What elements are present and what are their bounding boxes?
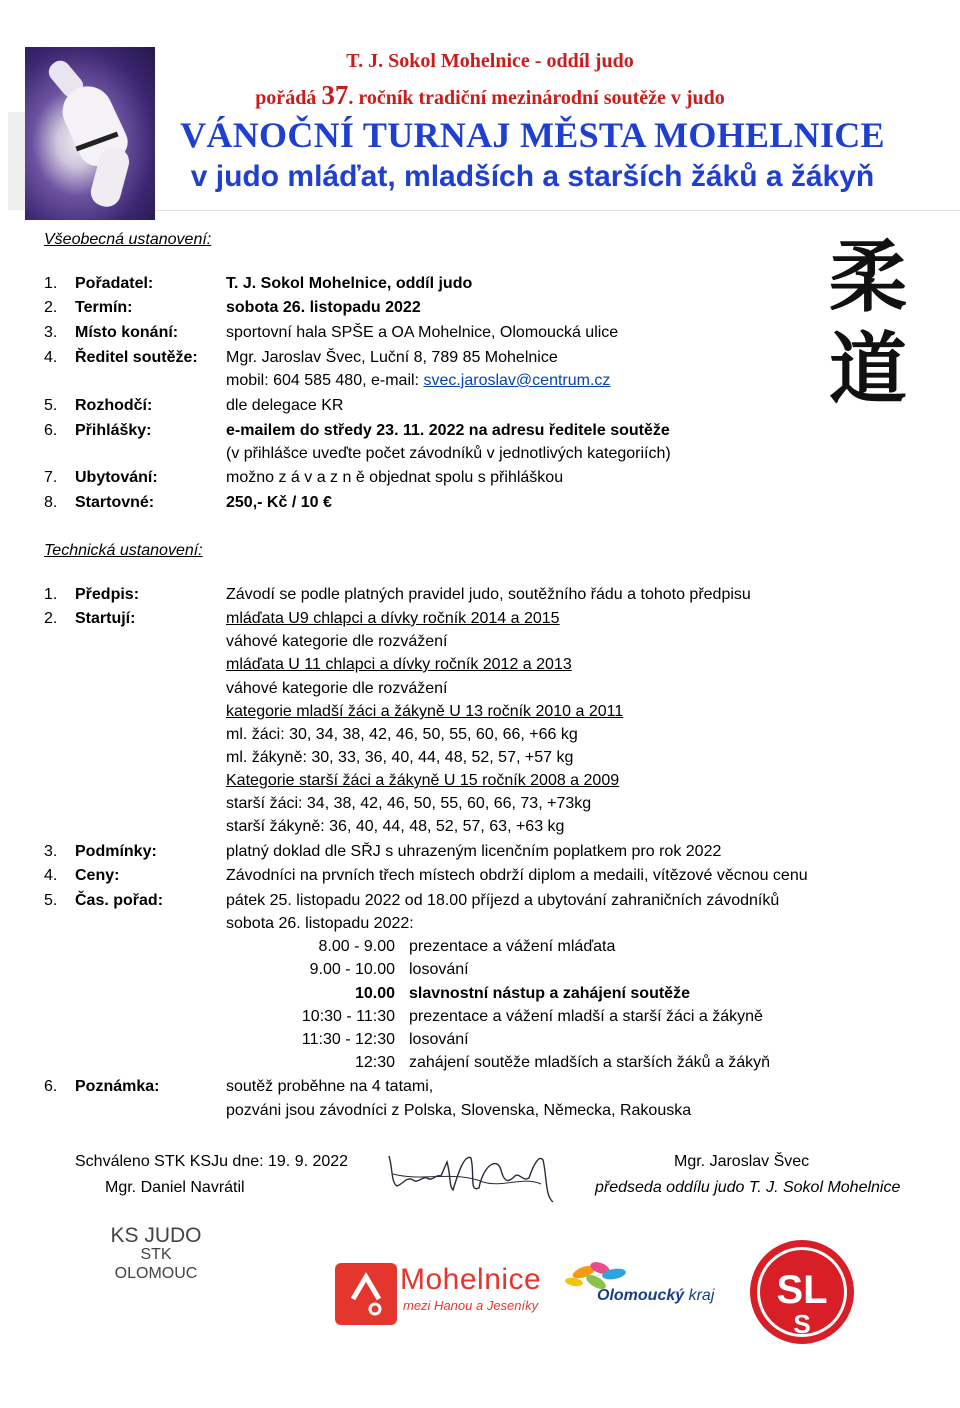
schedule-activity: losování: [409, 1031, 469, 1048]
registration-value: e-mailem do středy 23. 11. 2022 na adresu ředitele soutěže: [226, 422, 670, 439]
email-link[interactable]: svec.jaroslav@centrum.cz: [423, 372, 611, 389]
schedule-activity: prezentace a vážení mladší a starší žáci a žákyně: [409, 1008, 763, 1025]
entry-fee-label: Startovné:: [75, 494, 155, 511]
item-number: 2.: [44, 299, 58, 316]
schedule-label: Čas. pořad:: [75, 892, 164, 909]
ks-judo-logo: KS JUDO STK OLOMOUC: [110, 1224, 202, 1282]
director-role: předseda oddílu judo T. J. Sokol Mohelnice: [595, 1179, 901, 1196]
schedule-saturday: sobota 26. listopadu 2022:: [226, 915, 414, 932]
approval-text: Schváleno STK KSJu dne: 19. 9. 2022: [75, 1153, 349, 1170]
kanji-ju: 柔: [828, 232, 907, 323]
registration-note: (v přihlášce uveďte počet závodníků v jednotlivých kategoriích): [226, 445, 671, 462]
approver-name: Mgr. Daniel Navrátil: [105, 1179, 245, 1196]
item-number: 4.: [44, 349, 58, 366]
mohelnice-logo-icon: [335, 1263, 397, 1325]
olomoucky-kraj-logo: Olomoucký kraj: [597, 1287, 715, 1304]
accommodation-label: Ubytování:: [75, 469, 158, 486]
referees-value: dle delegace KR: [226, 397, 344, 414]
edition-heading: pořádá 37. ročník tradiční mezinárodní soutěže v judo: [255, 80, 725, 110]
item-number: 6.: [44, 1078, 58, 1095]
svg-text:SL: SL: [776, 1268, 828, 1312]
technical-heading: Technická ustanovení:: [44, 542, 203, 559]
category-weights: váhové kategorie dle rozvážení: [226, 633, 448, 650]
referees-label: Rozhodčí:: [75, 397, 153, 414]
date-label: Termín:: [75, 299, 133, 316]
tournament-subtitle: v judo mláďat, mladších a starších žáků a žákyň: [190, 160, 875, 193]
item-number: 1.: [44, 275, 58, 292]
item-number: 3.: [44, 324, 58, 341]
kanji-do: 道: [828, 324, 907, 415]
schedule-activity: slavnostní nástup a zahájení soutěže: [409, 985, 690, 1002]
director-contact: mobil: 604 585 480, e-mail: svec.jaroslav@centrum.cz: [226, 372, 611, 389]
schedule-time: 8.00 - 9.00: [318, 938, 395, 955]
prizes-value: Závodníci na prvních třech místech obdrží diplom a medaili, vítězové věcnou cenu: [226, 867, 808, 884]
mohelnice-logo-text: Mohelnice: [400, 1263, 542, 1296]
tournament-title: VÁNOČNÍ TURNAJ MĚSTA MOHELNICE: [180, 115, 885, 155]
category-weights: starší žákyně: 36, 40, 44, 48, 52, 57, 63, +63 kg: [226, 818, 565, 835]
item-number: 5.: [44, 892, 58, 909]
note-value-2: pozváni jsou závodníci z Polska, Slovenska, Německa, Rakouska: [226, 1102, 692, 1119]
date-value: sobota 26. listopadu 2022: [226, 299, 421, 316]
mohelnice-logo-subtitle: mezi Hanou a Jeseníky: [403, 1298, 539, 1313]
organizer-heading: T. J. Sokol Mohelnice - oddíl judo: [346, 50, 634, 72]
category-heading: mláďata U 11 chlapci a dívky ročník 2012 a 2013: [226, 656, 572, 673]
category-heading: kategorie mladší žáci a žákyně U 13 ročník 2010 a 2011: [226, 703, 624, 720]
schedule-time: 10.00: [354, 985, 395, 1002]
schedule-time: 9.00 - 10.00: [309, 961, 395, 978]
svg-text:S: S: [793, 1309, 811, 1339]
director-label: Ředitel soutěže:: [75, 349, 198, 366]
item-number: 4.: [44, 867, 58, 884]
note-label: Poznámka:: [75, 1078, 160, 1095]
schedule-activity: zahájení soutěže mladších a starších žáků a žákyň: [409, 1054, 771, 1071]
general-heading: Všeobecná ustanovení:: [44, 231, 212, 248]
registration-label: Přihlášky:: [75, 422, 152, 439]
category-weights: starší žáci: 34, 38, 42, 46, 50, 55, 60, 66, 73, +73kg: [226, 795, 592, 812]
rules-value: Závodí se podle platných pravidel judo, soutěžního řádu a tohoto předpisu: [226, 586, 751, 603]
item-number: 1.: [44, 586, 58, 603]
prizes-label: Ceny:: [75, 867, 120, 884]
venue-value: sportovní hala SPŠE a OA Mohelnice, Olomoucká ulice: [226, 324, 619, 341]
schedule-time: 12:30: [354, 1054, 395, 1071]
category-weights: váhové kategorie dle rozvážení: [226, 680, 448, 697]
note-value: soutěž proběhne na 4 tatami,: [226, 1078, 434, 1095]
accommodation-value: možno z á v a z n ě objednat spolu s přihláškou: [226, 469, 564, 486]
schedule-activity: prezentace a vážení mláďata: [409, 938, 616, 955]
item-number: 7.: [44, 469, 58, 486]
item-number: 6.: [44, 422, 58, 439]
conditions-value: platný doklad dle SŘJ s uhrazeným licenčním poplatkem pro rok 2022: [226, 843, 722, 860]
category-heading: mláďata U9 chlapci a dívky ročník 2014 a 2015: [226, 610, 560, 627]
item-number: 5.: [44, 397, 58, 414]
entry-fee-value: 250,- Kč / 10 €: [226, 494, 332, 511]
item-number: 3.: [44, 843, 58, 860]
director-name: Mgr. Jaroslav Švec: [674, 1153, 810, 1170]
rules-label: Předpis:: [75, 586, 140, 603]
director-value: Mgr. Jaroslav Švec, Luční 8, 789 85 Mohelnice: [226, 349, 558, 366]
schedule-time: 11:30 - 12:30: [301, 1031, 395, 1048]
category-heading: Kategorie starší žáci a žákyně U 15 ročník 2008 a 2009: [226, 772, 620, 789]
schedule-activity: losování: [409, 961, 469, 978]
item-number: 8.: [44, 494, 58, 511]
judo-photo: [25, 47, 155, 220]
conditions-label: Podmínky:: [75, 843, 157, 860]
schedule-friday: pátek 25. listopadu 2022 od 18.00 příjezd a ubytování zahraničních závodníků: [226, 892, 780, 909]
category-weights: ml. žákyně: 30, 33, 36, 40, 44, 48, 52, 57, +57 kg: [226, 749, 574, 766]
venue-label: Místo konání:: [75, 324, 179, 341]
participants-label: Startují:: [75, 610, 136, 627]
schedule-time: 10:30 - 11:30: [301, 1008, 395, 1025]
organizer-value: T. J. Sokol Mohelnice, oddíl judo: [226, 275, 473, 292]
item-number: 2.: [44, 610, 58, 627]
category-weights: ml. žáci: 30, 34, 38, 42, 46, 50, 55, 60, 66, +66 kg: [226, 726, 578, 743]
sokol-logo: [747, 1237, 857, 1347]
judo-kanji: [826, 232, 910, 416]
signature-image: [383, 1136, 563, 1208]
organizer-label: Pořadatel:: [75, 275, 154, 292]
